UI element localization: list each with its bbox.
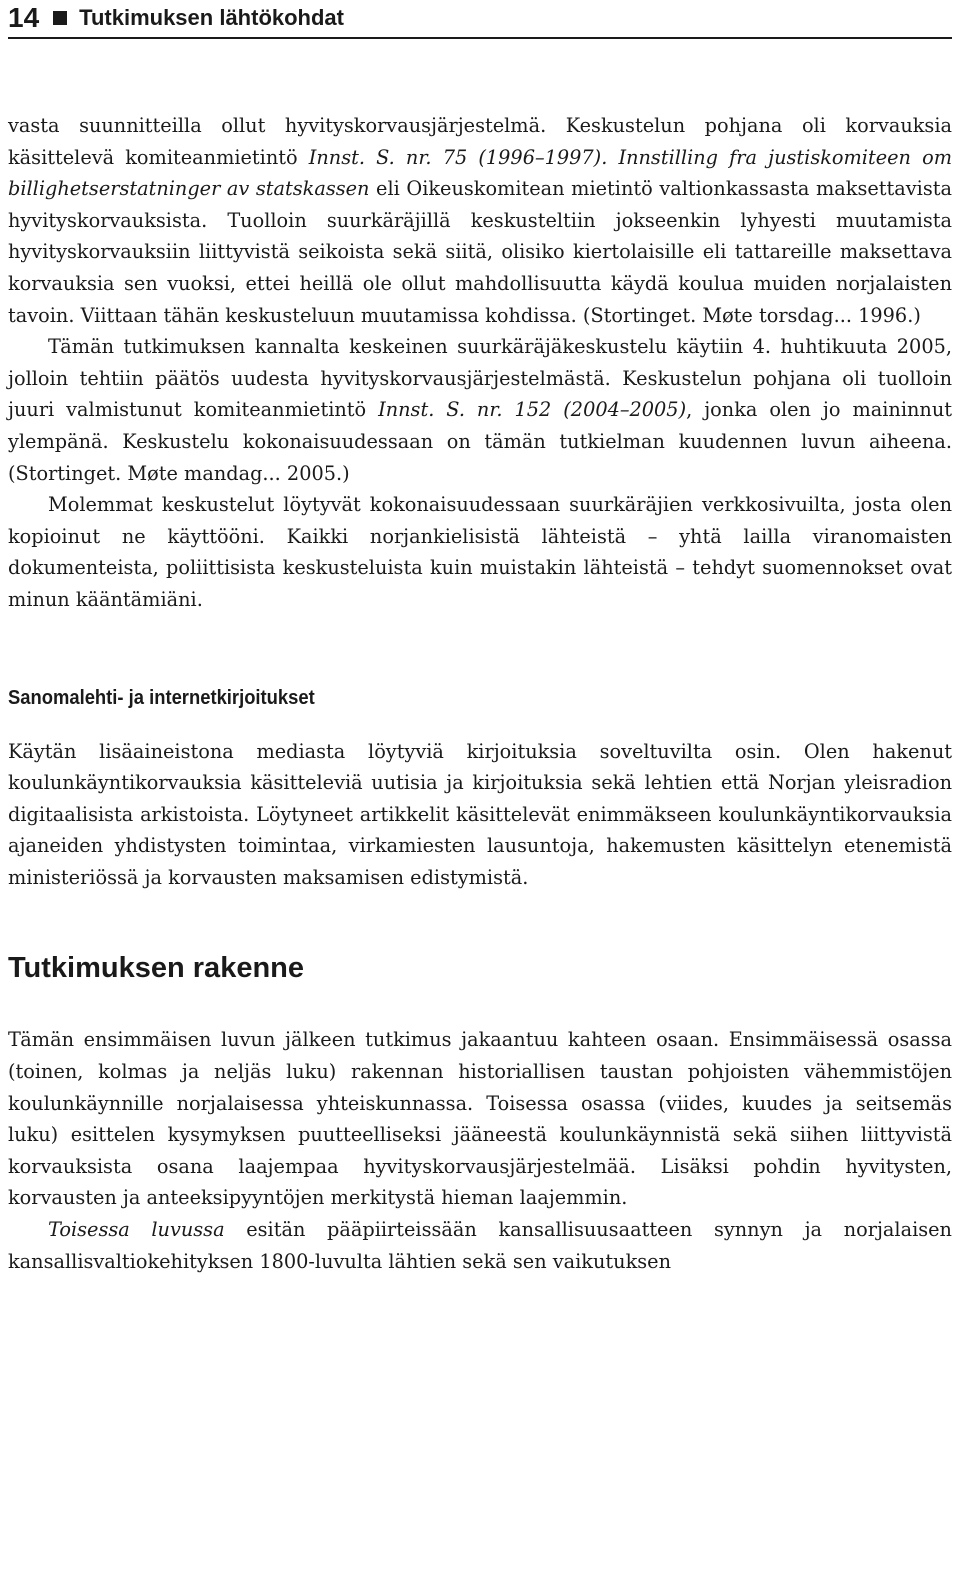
paragraph-2-text-c: , jonka olen jo maininnut ylempänä. Keskustelu kokonaisuudessaan on tämän tutkielman kuudennen luvun aiheena. (Stortinget. Møte mandag... 2005.) — [8, 398, 952, 485]
paragraph-2-italic-title: Innst. S. nr. 152 (2004–2005) — [378, 398, 687, 422]
spacer — [8, 712, 952, 736]
spacer — [8, 893, 952, 948]
header-rule — [8, 37, 952, 39]
paragraph-1-italic-title: Innst. S. nr. 75 (1996–1997). Innstilling fra justiskomiteen om billighetserstatninger av statskassen — [8, 145, 952, 201]
paragraph-1-text-c: eli Oikeuskomitean mietintö valtionkassasta maksettavista hyvityskorvauksista. Tuolloin suurkäräjillä keskusteltiin jokseenkin lyhyesti muutamista hyvityskorvauksiin liittyvistä seikoista sekä siitä, olisiko kiertolaisille eli tattareille maksettava korvauksia sen vuoksi, ettei heillä ole ollut mahdollisuutta käydä koulua muiden norjalaisten tavoin. Viittaan tähän keskusteluun muutamissa kohdissa. (Stortinget. Møte torsdag... 1996.) — [8, 177, 952, 327]
square-bullet-icon — [53, 11, 67, 25]
spacer — [8, 988, 952, 1024]
paragraph-4: Käytän lisäaineistona mediasta löytyviä kirjoituksia soveltuvilta osin. Olen hakenut koulunkäyntikorvauksia käsitteleviä uutisia ja kirjoituksia sekä lehtien että Norjan yleisradion digitaalisista arkistoista. Löytyneet artikkelit käsittelevät enimmäkseen koulunkäyntikorvauksia ajaneiden yhdistysten toimintaa, virkamiesten lausuntoja, hakemusten käsittelyn etenemistä ministeriössä ja korvausten maksamisen edistymistä. — [8, 739, 952, 889]
paragraph-5: Tämän ensimmäisen luvun jälkeen tutkimus jakaantuu kahteen osaan. Ensimmäisessä osassa (toinen, kolmas ja neljäs luku) rakennan historiallisen taustan pohjoisten vähemmistöjen koulunkäynnille norjalaisessa yhteiskunnassa. Toisessa osassa (viides, kuudes ja seitsemäs luku) esittelen kysymyksen puutteelliseksi jääneestä koulunkäynnistä sekä siihen liittyvistä korvauksista osana laajempaa hyvityskorvausjärjestelmää. Lisäksi pohdin hyvitysten, korvausten ja anteeksipyyntöjen merkitystä hieman laajemmin. — [8, 1028, 952, 1210]
chapter-title: Tutkimuksen lähtökohdat — [79, 5, 344, 30]
paragraph-1-text-a: vasta suunnitteilla ollut hyvityskorvausjärjestelmä. Keskustelun pohjana oli korvauksia käsittelevä komiteanmietintö — [8, 114, 952, 169]
page-number: 14 — [8, 2, 40, 33]
paragraph-1 — [8, 110, 952, 331]
paragraph-6 — [8, 1214, 952, 1277]
paragraph-6-text: esitän pääpiirteissään kansallisuusaatteen synnyn ja norjalaisen kansallisvaltiokehityksen 1800-luvulta lähtien sekä sen vaikutuksen — [8, 1218, 952, 1273]
paragraph-2 — [8, 331, 952, 489]
section-heading-sanomalehti: Sanomalehti- ja internetkirjoitukset — [8, 686, 315, 709]
paragraph-2-text-a: Tämän tutkimuksen kannalta keskeinen suurkäräjäkeskustelu käytiin 4. huhtikuuta 2005, jolloin tehtiin päätös uudesta hyvityskorvausjärjestelmästä. Keskustelun pohjana oli tuolloin juuri valmistunut komiteanmietintö — [8, 335, 952, 422]
spacer — [8, 616, 952, 684]
paragraph-3: Molemmat keskustelut löytyvät kokonaisuudessaan suurkäräjien verkkosivuilta, josta olen kopioinut ne käyttööni. Kaikki norjankielisistä lähteistä – yhtä lailla viranomaisten dokumenteista, poliittisista keskusteluista kuin muistakin lähteistä – tehdyt suomennokset ovat minun kääntämiäni. — [8, 493, 952, 611]
paragraph-6-italic-lead: Toisessa luvussa — [48, 1218, 225, 1242]
page-body — [8, 110, 952, 1277]
running-header — [8, 0, 952, 36]
section-heading-rakenne: Tutkimuksen rakenne — [8, 952, 305, 985]
